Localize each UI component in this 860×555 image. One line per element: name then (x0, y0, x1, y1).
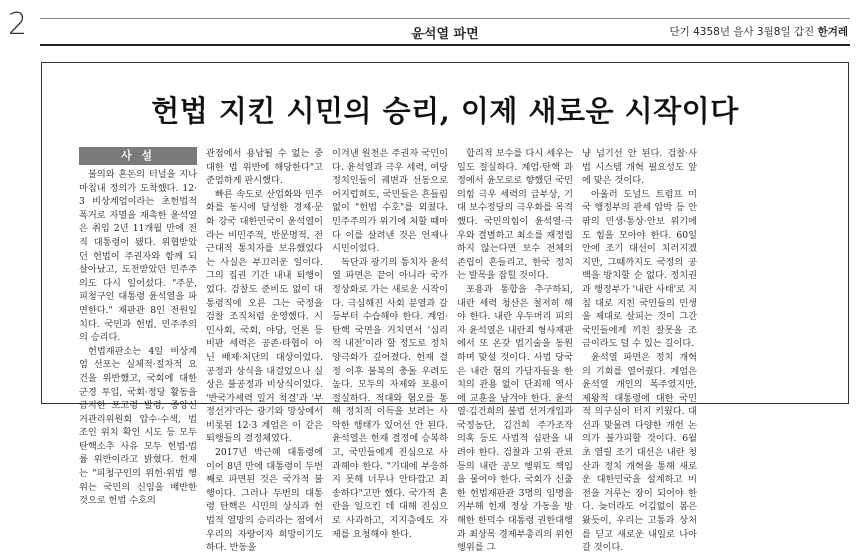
editorial-column-1 (79, 147, 197, 507)
issue-info (669, 24, 848, 39)
issue-date: 단기 4358년 을사 3월8일 갑진 (669, 26, 815, 38)
page-header (40, 18, 850, 42)
section-title: 윤석열 파면 (411, 27, 479, 42)
column-text (79, 168, 197, 507)
paragraph: 불의와 혼돈의 터널을 지나 마침내 정의가 도착했다. 12·3 비상계엄이라는 초헌법적 폭거로 자멸을 재촉한 윤석열은 취임 2년 11개월 만에 전직 대통령이 됐다. 위협받았던 헌법이 주권자와 함께 되살아났고, 도전받았던 민주주의도 다시 일어섰다. "주문, 피청구인 대통령 윤석열을 파면한다." 재판관 8인 전원일치다. 국민과 헌법, 민주주의의 승리다. (79, 169, 197, 344)
paragraph: 독단과 광기의 통치자 윤석열 파면은 끝이 아니라 국가 정상화로 가는 새로운 시작이다. 극심해진 사회 분열과 갈등부터 수습해야 한다. 계엄·탄핵 국면을 거치면서 '심리적 내전'이라 할 정도로 정치 양극화가 깊어졌다. 헌재 결정 이후 불복의 충돌 우려도 높다. 모두의 자제와 포용이 절실하다. 적대와 혐오를 통해 정치적 이득을 보려는 사악한 행태가 있어선 안 된다. 윤석열은 헌재 결정에 승복하고, 국민들에게 진심으로 사과해야 한다. "기대에 부응하지 못해 너무나 안타깝고 죄송하다"고만 했다. 국가적 혼란을 일으킨 데 대해 진심으로 사과하고, 지지층에도 자제를 요청해야 한다. (332, 256, 448, 540)
header-rule (40, 44, 850, 46)
paragraph: 이겨낸 원천은 주권자 국민이다. 윤석열과 극우 세력, 여당 정치인들이 궤변과 선동으로 어지럽혀도, 국민들은 흔들림 없이 "헌법 수호"를 외쳤다. 민주주의가 위기에 처할 때마다 이를 살려낸 것은 언제나 시민이었다. (332, 148, 448, 255)
paragraph: 윤석열 파면은 정치 개혁의 기회를 열어줬다. 계엄은 윤석열 개인의 폭주였지만, 제왕적 대통령에 대한 국민적 의구심이 터지 키웠다. 대선과 맞물려 다양한 개헌 논의가 불가피할 것이다. 6월 초 열릴 조기 대선은 내란 청산과 정치 개혁을 통해 새로운 대한민국을 설계하고 비전을 겨루는 장이 되어야 한다. 늦더라도 어김없이 봄은 왔듯이, 우리는 고통과 상처를 딛고 새로운 내일로 나아갈 것이다. (582, 351, 697, 554)
paragraph: 냥 넘기선 안 된다. 검찰·사법 시스템 개혁 필요성도 앞에 맞은 것이다. (582, 148, 697, 187)
paragraph: 빠른 속도로 산업화와 민주화를 동시에 달성한 경제·문화 강국 대한민국이 윤석열이라는 비민주적, 반문명적, 전근대적 통치자를 보유했었다는 사실은 부끄러운 일이다. 그의 집권 기간 내내 퇴행이었다. 검찰도 준비도 없이 대통령직에 오른 그는 국정을 검찰 조직처럼 운영했다. 시민사회, 국회, 야당, 언론 등 비판 세력은 공존·타협이 아닌 배제·처단의 대상이었다. 공정과 상식을 내걸었으나 실상은 불공정과 비상식이었다. '반국가세력 일거 척결'과 '부정선거'라는 광기와 망상에서 비롯된 12·3 계엄은 이 같은 퇴행들의 결정체였다. (206, 188, 323, 445)
editorial-column-5 (582, 147, 697, 554)
paragraph: 합리적 보수를 다시 세우는 일도 절실하다. 계엄·탄핵 과정에서 윤모로로 향했던 국민의힘 극우 세력의 급부상, 기대 보수정당의 극우화를 목격했다. 국민의힘이 윤석열·극우와 결별하고 최소를 재정립하지 않는다면 보수 전체의 존립이 흔들리고, 한국 정치는 발목을 잡힐 것이다. (457, 148, 573, 282)
paragraph: 관점에서 용납될 수 없는 중대한 법 위반에 해당한다"고 준엄하게 판시했다. (206, 148, 323, 187)
editorial-headline: 헌법 지킨 시민의 승리, 이제 새로운 시작이다 (151, 94, 739, 128)
editorial-column-2 (206, 147, 323, 554)
paragraph: 헌법재판소는 4일 비상계엄 선포는 실체적·절차적 요건을 위반했고, 국회에 대한 군경 투입, 국회·정당 활동을 금지한 포고령 발령, 중앙선거관리위원회 압수·수색, 법조인 위치 확인 시도 등 모두 탄핵소추 사유 모두 헌법·법률 위반이라고 밝혔다. 헌재는 "피청구인의 위헌·위법 행위는 국민의 신임을 배반한 것으로 헌법 수호의 (79, 345, 197, 507)
paragraph: 2017년 박근혜 대통령에 이어 8년 만에 대통령이 두번째로 파면된 것은 국가적 불행이다. 그러나 두번의 대통령 탄핵은 시민의 상식과 헌법적 열망의 승리라는 점에서 우리의 자랑이자 희망이기도 하다. 반동을 (206, 447, 323, 554)
paragraph: 포용과 통합을 추구하되, 내란 세력 청산은 철저히 해야 한다. 내란 우두머리 피의자 윤석열은 내란죄 형사재판에서 또 온갖 법기술을 동원하며 맞설 것이다. 사법 당국은 내란 혐의 가담자들을 한 치의 관용 없이 단죄해 역사에 교훈을 남겨야 한다. 윤석열·김건희의 불법 선거개입과 국정농단, 김건희 주가조작 의혹 등도 사법적 심판을 내려야 한다. 검찰과 고위 관료 등의 내란 공모 행위도 책임을 물어야 한다. 국회가 신출한 헌법재판관 3명의 임명을 거부해 헌재 정상 가동을 방해한 한덕수 대통령 권한대행과 최상목 경제부총리의 위헌 행위를 그 (457, 283, 573, 554)
editorial-label: 사 설 (79, 147, 197, 165)
paragraph: 아울러 도널드 트럼프 미국 행정부의 관세 압박 등 안팎의 민생·통상·안보 위기에도 힘을 모아야 한다. 60일 안에 조기 대선이 치러지겠지만, 그때까지도 국정의 공백을 방치할 순 없다. 정치권과 행정부가 '내란 사태'로 지침 대로 지친 국민들의 민생을 제대로 살피는 것이 그간 국민들에게 끼친 잘못을 조금이라도 덜 수 있는 길이다. (582, 188, 697, 350)
publisher-name: 한겨레 (817, 26, 848, 38)
page-number: 2 (8, 7, 28, 42)
editorial-box (41, 62, 849, 554)
editorial-column-3 (332, 147, 448, 540)
editorial-column-4 (457, 147, 573, 554)
